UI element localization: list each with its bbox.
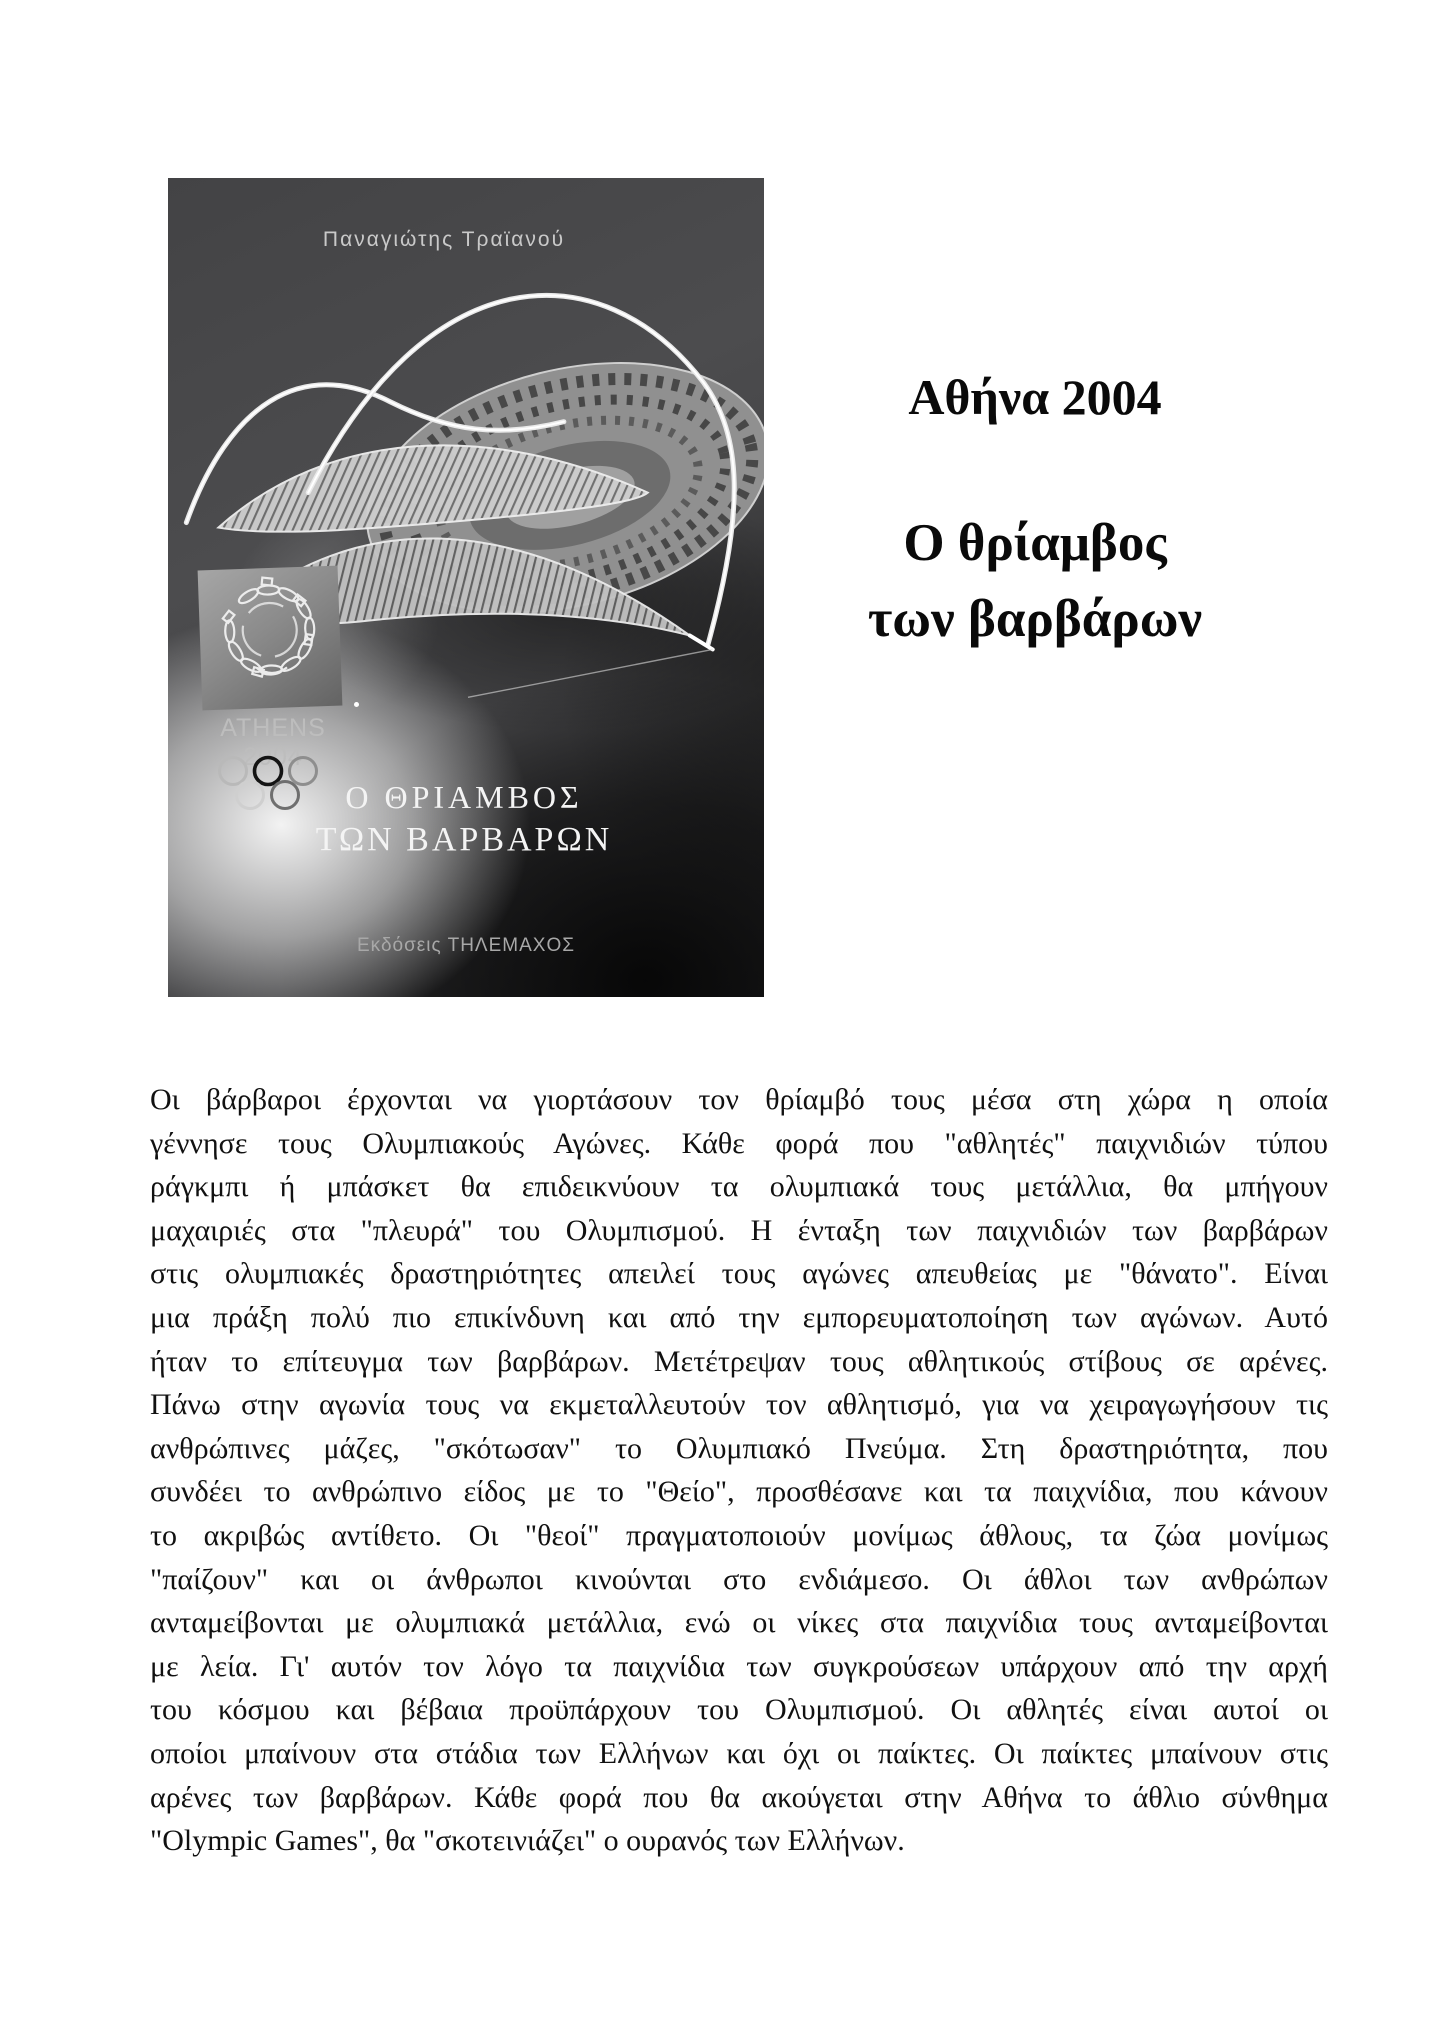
body-line: "παίζουν" και οι άνθρωποι κινούνται στο ενδιάμεσο. Οι άθλοι των ανθρώπων <box>150 1562 1328 1596</box>
book-cover <box>168 178 764 997</box>
cover-author: Παναγιώτης Τραϊανού <box>322 228 566 251</box>
emblem-caption: ATHENS 2004 <box>220 714 326 771</box>
body-line: ράγκμπι ή μπάσκετ θα επιδεικνύουν τα ολυμπιακά τους μετάλλια, θα μπήγουν <box>150 1170 1328 1204</box>
body-line: γέννησε τους Ολυμπιακούς Αγώνες. Κάθε φορά που "αθλητές" παιχνιδιών τύπου <box>150 1126 1328 1160</box>
body-line: Οι βάρβαροι έρχονται να γιορτάσουν τον θρίαμβό τους μέσα στη χώρα η οποία <box>150 1083 1328 1116</box>
athens-2004-emblem <box>198 566 343 711</box>
body-line: το ακριβώς αντίθετο. Οι "θεοί" πραγματοποιούν μονίμως άθλους, τα ζώα μονίμως <box>150 1518 1328 1552</box>
body-line: στις ολυμπιακές δραστηριότητες απειλεί τους αγώνες απευθείας με "θάνατο". Είναι <box>150 1257 1328 1291</box>
body-line: Πάνω στην αγωνία τους να εκμεταλλευτούν τον αθλητισμό, για να χειραγωγήσουν τις <box>150 1388 1328 1422</box>
body-line: συνδέει το ανθρώπινο είδος με το "Θείο", προσθέσανε και τα παιχνίδια, που κάνουν <box>150 1475 1328 1509</box>
body-line: αρένες των βαρβάρων. Κάθε φορά που θα ακούγεται στην Αθήνα το άθλιο σύνθημα <box>150 1780 1328 1814</box>
body-line: μια πράξη πολύ πιο επικίνδυνη και από την εμπορευματοποίηση των αγώνων. Αυτό <box>150 1300 1328 1334</box>
body-line: του κόσμου και βέβαια προϋπάρχουν του Ολυμπισμού. Οι αθλητές είναι αυτοί οι <box>150 1693 1328 1727</box>
cover-title-line1: Ο ΘΡΙΑΜΒΟΣ <box>345 779 583 815</box>
body-line: ανταμείβονται με ολυμπιακά μετάλλια, ενώ οι νίκες στα παιχνίδια τους ανταμείβονται <box>150 1606 1328 1640</box>
body-line: μαχαιριές στα "πλευρά" του Ολυμπισμού. Η ένταξη των παιχνιδιών των βαρβάρων <box>150 1213 1328 1247</box>
body-line: με λεία. Γι' αυτόν τον λόγο τα παιχνίδια των συγκρούσεων υπάρχουν από την αρχή <box>150 1649 1328 1683</box>
body-line: ανθρώπινες μάζες, "σκότωσαν" το Ολυμπιακό Πνεύμα. Στη δραστηριότητα, που <box>150 1431 1328 1465</box>
body-line: ήταν το επίτευγμα των βαρβάρων. Μετέτρεψαν τους αθλητικούς στίβους σε αρένες. <box>150 1344 1328 1378</box>
heading-city-year: Αθήνα 2004 <box>908 369 1162 425</box>
heading-title-line2: των βαρβάρων <box>867 590 1203 648</box>
body-paragraph <box>150 1078 1328 1863</box>
body-line: "Olympic Games", θα "σκοτεινιάζει" ο ουρανός των Ελλήνων. <box>150 1824 905 1858</box>
cover-title <box>284 778 644 860</box>
body-line: οποίοι μπαίνουν στα στάδια των Ελλήνων και όχι οι παίκτες. Οι παίκτες μπαίνουν στις <box>150 1736 1328 1770</box>
cover-publisher: Εκδόσεις ΤΗΛΕΜΑΧΟΣ <box>357 935 575 956</box>
olive-wreath-icon <box>198 566 343 711</box>
emblem-registered-dot <box>354 702 359 707</box>
heading-title-line1: Ο θρίαμβος <box>903 514 1167 572</box>
cover-title-line2: ΤΩΝ ΒΑΡΒΑΡΩΝ <box>315 821 613 858</box>
